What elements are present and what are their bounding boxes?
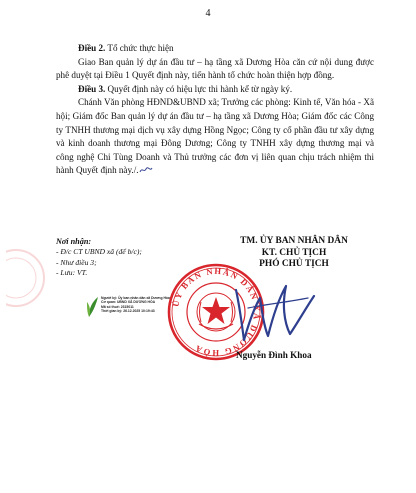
article-3 (56, 83, 374, 97)
e-signature-line: Người ký: Ủy ban nhân dân xã Dương Hòa (101, 296, 170, 300)
recipient-item: - Đ/c CT UBND xã (để b/c); (56, 247, 142, 257)
article-2 (56, 42, 374, 56)
article-2-heading: Tổ chức thực hiện (105, 43, 174, 53)
article-2-label: Điều 2. (78, 43, 106, 53)
handwritten-signature-icon (228, 278, 318, 348)
article-3-label: Điều 3. (78, 83, 106, 94)
signer-line-3: PHÓ CHỦ TỊCH (259, 259, 329, 269)
recipients-title: Nơi nhận: (56, 237, 92, 246)
faint-stamp-icon (6, 248, 52, 308)
recipient-item: - Lưu: VT. (56, 268, 88, 278)
recipient-item: - Như điều 3; (56, 257, 97, 267)
page-number: 4 (205, 8, 211, 19)
e-signature-line: Thời gian ký: 26.12.2025 10:19:43 (101, 309, 155, 314)
article-3-text: Quyết định này có hiệu lực thi hành kể từ ngày ký. (105, 83, 293, 94)
signer-line-1: TM. ỦY BAN NHÂN DÂN (240, 236, 348, 246)
e-signature-line: Cơ quan: UBND XÃ DƯƠNG HÒA (101, 300, 156, 305)
article-3-responsible-text: Chánh Văn phòng HĐND&UBND xã; Trưởng các phòng: Kinh tế, Văn hóa - Xã hội; Giám đốc Ban quản lý dự án đầu tư – hạ tầng xã Dương Hòa; Giám đốc các Công ty TNHH thương mại dịch vụ xây dựng Hồng Ngọc; Công ty cổ phần đầu tư xây dựng và kinh doanh thương mại Đông Dương; Công ty TNHH xây dựng thương mại và công nghệ Chi Tùng Doanh và Thủ trưởng các đơn vị liên quan chịu trách nhiệm thi hành Quyết định này./. (56, 97, 374, 176)
e-signature-line: Mã số thuế: 2315011 (101, 304, 134, 309)
signer-line-2: KT. CHỦ TỊCH (261, 247, 327, 258)
initial-mark-icon (139, 166, 153, 174)
article-2-text: Giao Ban quản lý dự án đầu tư – hạ tầng xã Dương Hòa căn cứ nội dung được phê duyệt tại Điều 1 Quyết định này, tiến hành tổ chức hoàn thiện hợp đồng. (56, 56, 374, 81)
decision-body (56, 42, 374, 178)
article-3-responsible (56, 96, 374, 178)
certificate-leaf-icon (86, 296, 100, 318)
seal-text: ỦY BAN NHÂN DÂN XÃ DƯƠNG HÒA (170, 265, 263, 359)
signer-name: Nguyễn Đình Khoa (236, 350, 312, 360)
